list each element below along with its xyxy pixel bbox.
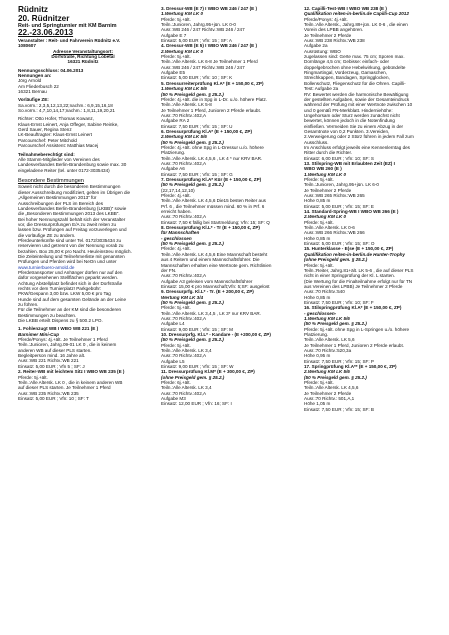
competition-6-heading: 6. Dressurprüfung Kl.A* (E + 150,00 €, ZP)	[161, 128, 253, 134]
competition-12-line: Einsatz: 6,00 EUR ; Vfn: 10; SF: S	[304, 155, 374, 161]
competition-6-series: 2.Wertung KM LK 5/6	[161, 134, 207, 140]
competition-9-line: Pferde: 5j.+ält.	[161, 305, 191, 311]
competition-12-line: der gestellten Aufgaben, sowie der Gesamteindruck	[304, 96, 410, 102]
provision-line: PKW/Gespann 3,00 bzw. LKW 5,00 € pro Tag	[18, 291, 111, 297]
judges-line3: Gerd Sauer, Regina Stenz	[18, 127, 72, 133]
competition-7-line: (22,17,14,12,10)	[161, 187, 195, 193]
competition-16-line: Höhe 0,95 m	[304, 353, 331, 359]
competition-10-line: Pferde: 5j.+ält.	[161, 342, 191, 348]
event-place-title: Rüdnitz	[18, 5, 49, 14]
column-right	[304, 6, 440, 412]
provision-line: Bestimmungen zu beachten.	[18, 312, 77, 318]
competition-6-line: Einsatz: 7,50 EUR ; Vfn: 15 ; SF: G	[161, 171, 233, 177]
competition-12-line: Teiln.:Alle Altersk., Jahrg.89+jün. LK 0-6 , die einen	[304, 22, 408, 28]
competition-17-line: Pferde: 5j.+ält.	[304, 380, 334, 386]
competition-6-line: Pferde: 4j.+ält. ohne Spg in L-Dressur u./o. höhere	[161, 144, 264, 150]
competition-11-line: Pferde: 6j.+ält.	[161, 380, 191, 386]
competition-16-heading: 16. Stilspringprüfung Kl.A* (E + 150,00 €, ZP)	[304, 305, 402, 311]
competition-3-line: Aufgabe E 7	[161, 32, 187, 38]
entries-to-label: Nennungen an:	[18, 73, 52, 79]
competition-9-line: Aufgabe L4	[161, 321, 185, 327]
competition-2-line: auf dieser PLS starten. Je Teilnehmer 1 Pferd	[18, 385, 111, 391]
competition-5-line: Einsatz: 7,50 EUR ; Vfn: 15 ; SF: U	[161, 123, 233, 129]
competition-12-line: Ungehorsam oder Sturz werden zunächst nicht	[304, 112, 400, 118]
competition-12-line: Aufgabe 2a	[304, 43, 328, 49]
competition-4-line: Einsatz: 5,00 EUR ; Vfn: 10 ; SF: K	[161, 75, 233, 81]
competition-11-line: Einsatz: 12,00 EUR ; Vfn: 16; SF: I	[161, 401, 232, 407]
competition-15-prize-note: (ohne Preisgeld gem. § 25.2.)	[304, 257, 368, 263]
schedule-saturday: Sa.vorm.: 2,3,5,12,13,22;nachm.: 6,9,15,16,18	[18, 102, 113, 108]
competition-12-heading: 12. Capilli-Test-WB I WBO WB 238 (E )	[304, 6, 387, 11]
competition-2-line: Teiln.:Alle Altersk. LK 0 , die in keinem anderen WB	[18, 379, 123, 385]
competition-5-line: Teiln.:Alle Altersk. LK 5-8	[161, 102, 212, 108]
competition-3-line: Ausr.:WB 246 / 247 Richtv.:WB 246 / 247	[161, 27, 245, 33]
competition-14-line: Einsatz: 5,00 EUR ; Vfn: 15; SF: O	[304, 241, 375, 247]
column-middle	[161, 6, 297, 407]
competition-12-line: Streichkappen, Bandagen, Springglocken,	[304, 75, 390, 81]
competition-15-line: Teiln.:Reiter, Jahrg.81+ält. LK 5-6 , die auf dieser PLS	[304, 267, 414, 273]
competition-9-prize-note: (50 % Preisgeld gem. § 25.2.)	[161, 299, 224, 305]
competition-13-series: 1.Wertung KM LK 0	[304, 171, 347, 177]
competition-11-line: Ausr.:70 Richtv.:402,A	[161, 390, 207, 396]
competition-6-prize-note: (50 % Preisgeld gem. § 25.2.)	[161, 139, 224, 145]
competition-1-line: Teiln.:Junioren, Jahrg.09-01 LK 0 , die in keinem	[18, 342, 117, 348]
competition-8-line: Ausr.:70 Richtv.:402,A	[161, 273, 207, 279]
competition-5-line: Pferde: 4j.+ält. die in Spg in L-Dr. u./o. höhere Platz.	[161, 96, 268, 102]
provision-line: rechts vor dem Turnierplatz! Parkgebühr:	[18, 286, 102, 292]
competition-1-line: Ausr.:WB 221 Richtv.:WB 221	[18, 358, 79, 364]
competition-12-line: während der Prüfung mit einer Wertnote zwischen 10	[304, 102, 413, 108]
competition-15-line: aus Vereinen des LPBB) Je Teilnehmer 2 Pferde	[304, 283, 403, 289]
competition-10-prize-note: (50 % Preisgeld gem. § 25.2.)	[161, 337, 224, 343]
competition-12-line: Gesamtnote von 0,2 Punkten. 3.Vereiden,	[304, 128, 390, 134]
competition-10-line: Aufgabe L5	[161, 358, 185, 364]
competition-12-qualification: Qualifikation reiten-in-berlin.de Capilli-Cup 2012	[304, 11, 409, 17]
competition-10-line: Teiln.:Alle Altersk. LK 3,4	[161, 348, 212, 353]
provision-line: Die LKBB erteilt Dispens zu § 500.2 LPO.	[18, 318, 103, 324]
competition-17-series: 2.Wertung KM LK 5/6	[304, 369, 350, 375]
website-link[interactable]: www.turnierbuero-arnold.de	[18, 264, 75, 270]
competition-3-line: Einsatz: 5,00 EUR ; Vfn: 15 ; SF: A	[161, 38, 232, 44]
competition-1-series: Barnimer Mini-Cup	[18, 331, 60, 337]
lk-officer: LK-Beauftragter: Klaus-Ernst Leinert	[18, 132, 93, 138]
competition-17-line: Höhe 1,05 m	[304, 401, 331, 407]
entries-contact-name: Jörg Arnold	[18, 78, 42, 84]
competition-2-heading: 2. Reiter-WB mit leichtem Sitz I WBO WB 235 (E )	[18, 369, 125, 375]
event-title-line2: 20. Rüdnitzer	[18, 13, 70, 23]
competition-1-heading: 1. Fohlenzugt WB I WBO WB 221 (E )	[18, 326, 99, 332]
provision-line: Achtung Abstellplatz befindet sich in der Dorfstraße	[18, 280, 123, 286]
competition-5-prize-note: (50 % Preisgeld gem. § 25.2.)	[161, 91, 224, 97]
competition-14-line: Teiln.:Alle Altersk. LK 0-6	[304, 225, 355, 231]
competition-16-line: Je Teilnehmer 1 Pferd, Junioren 2 Pferde erlaubt.	[304, 342, 405, 348]
judges-line2: Klaus-Ernst Leinert, Anja Offeger, Sabine Reinke,	[18, 121, 119, 127]
competition-11-prize-note: (ohne Preisgeld gem. § 25.2.)	[161, 374, 225, 380]
competition-7-prize-note: (50 % Preisgeld gem. § 25.2.)	[161, 182, 224, 188]
competition-4-series: 2.Wertung KM LK 0	[161, 48, 204, 54]
eligibility-heading: Teilnahmeberechtigt sind:	[18, 151, 75, 157]
competition-13-heading: 13. Stilspring-WB mit Erlaubten Zeit (EZ) I	[304, 160, 395, 166]
competition-9-series: Wertung KM LK 3/4	[161, 294, 204, 300]
competition-7-line: Ausr.:70 Richtv.:402,A	[161, 214, 207, 220]
competition-12-line: Ausrüstung: WBO	[304, 48, 341, 54]
competition-12-line: Im Anschluss erfolgt jeweils eine Kennenlerntag des	[304, 144, 410, 150]
competition-17-line: Teiln.:Alle Altersk. LK 4,5,6	[304, 385, 359, 391]
competition-5-line: Je Teilnehmer 1 Pferd, Junioren 2 Pferde erlaubt.	[161, 107, 262, 113]
competition-14-line: Höhe 0,85 m	[304, 235, 331, 241]
competition-8-line: Teiln.:Alle Altersk. LK 4,5,6 Eine Mannschaft besteht	[161, 251, 268, 257]
provision-line: vor, die Dressurprüfungen E/A zu zweit reiten zu	[18, 221, 117, 227]
competition-9-line: Einsatz: 9,00 EUR ; Vfn: 15 ; SF: M	[161, 326, 233, 332]
competition-13-line: Je Teilnehmer 2 Pferde	[304, 187, 352, 193]
entries-contact-city: 16321 Bernau	[18, 89, 47, 95]
competition-2-line: Einsatz: 5,00 EUR ; Vfn: 10 ; SF: T	[18, 395, 89, 401]
competition-1-line: Pferde/Ponys: 4j.+ält. Je Teilnehmer 1 Pferd	[18, 337, 108, 343]
provision-line: lassen bzw. Prüfungen auf Freitag vorzuverlegen und	[18, 227, 127, 233]
competition-1-line: Begleitperson mind. 16 Jahre alt.	[18, 353, 86, 359]
competition-5-series: 1.Wertung KM LK 5/6	[161, 86, 207, 92]
provision-line: Für die Teilnehmer an der KM sind die besonderen	[18, 307, 122, 313]
provision-line: die „Besonderen Bestimmungen 2013 des LKBB“.	[18, 211, 120, 217]
competition-7-line: Prf. 6 , die Teilnehmer müssen mind. 60 % in Prf. 6	[161, 203, 265, 209]
competition-15-qualification: Qualifikation reiten-in-berlin.de Hunter-Trophy	[304, 251, 405, 257]
competition-8-line: Mannschaften erhalten eine Wertnote gem. Richtlinien	[161, 262, 272, 268]
competition-12-line: Je Teilnehmer 2 Pferde	[304, 32, 352, 38]
competition-12-line: zugelassen sind: Gerte max. 75 cm; Sporen max.	[304, 54, 405, 60]
provision-line: zu führen.	[18, 302, 39, 308]
competition-4-line: Aufgabe E5	[161, 70, 186, 76]
event-date: 22.-23.06.2013	[18, 28, 74, 38]
competition-12-line: einfließen. Vermeiden Sie zu einem Abzug in der	[304, 123, 404, 129]
competition-9-line: Ausr.:70 Richtv.:402,A	[161, 315, 207, 321]
competition-16-prize-note: (50 % Preisgeld gem. § 25.2.)	[304, 321, 367, 327]
competition-9-heading: 9. Dressurprfg. Kl.L* - Tr. (E + 200,00 €, ZP)	[161, 289, 254, 295]
competition-13-line: Teiln.:Junioren, Jahrg.95+jün. LK 6-0	[304, 182, 379, 188]
schedule-sunday: So.vorm.: 4,7,10,14,17;nachm.: 1,8,11,19,20,21	[18, 108, 115, 114]
competition-10-line: Ausr.:70 Richtv.:402,A	[161, 353, 207, 359]
competition-4-line: Pferde: 5j.+ält.	[161, 54, 191, 60]
competition-11-line: Aufgabe M3	[161, 396, 186, 402]
provision-line: die vorläufige ZE zu ändern.	[18, 232, 76, 238]
competition-8-prize-note: (50 % Preisgeld gem. § 25.2.)	[161, 241, 224, 247]
competition-7-line: erreicht haben.	[161, 209, 192, 215]
competition-7-heading: 7. Dressurprüfung Kl.A* Kür (E + 150,00 €, ZP)	[161, 177, 262, 182]
competition-14-series: 2.Wertung KM LK 0	[304, 214, 347, 220]
competition-16-line: Pferde: 5j.+ält. ohne Spg in L-Springen u./o. höhere	[304, 326, 410, 332]
provision-line: „Allgemeinen Bestimmungen 2013“ für	[18, 195, 97, 201]
competition-4-line: Ausr.:WB 246 / 247 Richtv.:WB 246 / 247	[161, 64, 245, 70]
competition-8-closed-note: - geschlossen	[161, 235, 192, 241]
competition-1-line: anderen WB auf dieser PLS starten.	[18, 347, 92, 353]
competition-14-line: Pferde: 5j.+ält.	[304, 219, 334, 225]
competition-11-heading: 11. Dressurprüfung Kl.M* (E + 300,00 €, ZP)	[161, 369, 255, 375]
competition-4-line: Teiln.:Alle Altersk. LK 6-8 Je Teilnehmer 1 Pferd	[161, 59, 258, 65]
competition-17-line: Je Teilnehmer 2 Pferde	[304, 390, 352, 396]
competition-11-line: Teiln.:Alle Altersk. LK 3,4	[161, 385, 212, 391]
provision-line: Prüfungen und Pferden wird bei NeOn und unter	[18, 259, 117, 265]
competition-12-line: Pferde/Ponys: 4j.+ält.	[304, 16, 348, 22]
organizer-number: 1080607	[18, 43, 36, 49]
venue-address-heading: Adresse Veranstaltungsort:	[53, 48, 113, 54]
competition-5-line: Ausr.:70 Richtv.:402,A	[161, 112, 207, 118]
special-provisions-heading: Besondere Bestimmungen	[18, 177, 84, 184]
competition-14-line: Ausr.:WB 266 Richtv.:WB 266	[304, 230, 365, 236]
event-title-line3: Reit- und Springturnier mit KM Barnim	[18, 23, 117, 30]
eligibility-line1: Alle Stamm-Mitglieder von Vereinen des	[18, 156, 100, 162]
competition-14-heading: 14. Standard-Spring-WB I WBO WB 266 (E )	[304, 209, 399, 215]
competition-5-heading: 5. Dressurreiterprüfung Kl.A* (E + 150,00 €, ZP)	[161, 80, 264, 86]
provision-line: Soweit nicht durch die besonderen Bestimmungen	[18, 184, 121, 190]
competition-16-line: Einsatz: 7,50 EUR ; Vfn: 15; SF: P	[304, 358, 374, 364]
provision-line: Bei hoher Nennungszahl behält sich der Veranstalter	[18, 216, 126, 222]
competition-10-line: Einsatz: 9,00 EUR ; Vfn: 15 ; SF: W	[161, 364, 234, 370]
provision-line: Pferdeunterkünfte sind unter Tel. 0172/3035434 zu	[18, 237, 122, 243]
competition-17-prize-note: (50 % Preisgeld gem. § 25.2.)	[304, 374, 367, 380]
competition-15-line: nicht in einer Springprüfung der Kl. L starten.	[304, 273, 395, 279]
competition-13-line: Einsatz: 5,00 EUR ; Vfn: 15; SF: E	[304, 203, 374, 209]
competition-3-line: Pferde: 5j.+ält.	[161, 16, 191, 22]
provision-line: Die Zeiteinteilung und Teilnehmerliste mit genannten	[18, 253, 125, 259]
competition-12-line: Dornlänge 4,5 cm; Gebisse: einfach- oder	[304, 59, 390, 65]
competition-4-heading: 4. Dressur-WB (E 5) I WBO WB 246 / 247 (E )	[161, 43, 257, 49]
competition-13-heading-2: WBO WB 260 (E )	[304, 166, 342, 172]
competition-6-line: Ausr.:70 Richtv.:402,A	[161, 160, 207, 166]
organizer: Veranstalter : Reit- und Fahrverein Rüdnitz e.V.	[18, 37, 121, 43]
competition-13-line: Höhe 0,85 m	[304, 198, 331, 204]
competition-15-line: Pferde: 5j.+ält.	[304, 262, 334, 268]
competition-7-line: Einsatz: 7,50 € fällig bei Startmeldung; Vfn: 15; SF: Q	[161, 219, 270, 225]
competition-7-line: Pferde: 4j.+ält.	[161, 193, 191, 199]
competition-12-line: Ritter durch die Richter.	[304, 150, 352, 156]
competition-8-line: Aufgabe A3 geleisen vom Mannschaftsführer	[161, 278, 253, 284]
competition-8-heading: 8. Dressurprüfung Kl.L* - Tr (E + 150,00 €, ZP)	[161, 225, 260, 231]
competition-15-line: Höhe 0,85 m	[304, 294, 331, 300]
provision-line: bezahlen. Box 25,00 € pro Nacht. Heu/einstreu möglich.	[18, 248, 132, 254]
eligibility-line2: Landesverbandes Berlin-Brandenburg sowie max. 30	[18, 162, 127, 168]
competition-12-line: Ausschluss.	[304, 139, 329, 145]
competition-3-series: 1.Wertung KM LK 0	[161, 11, 204, 17]
competition-6-line: Aufgabe A6	[161, 166, 185, 172]
competition-13-line: Pferde: 5j.+ält.	[304, 177, 334, 182]
eligibility-line3: eingeladene Reiter (tel. unter 0172-3035434)	[18, 167, 110, 173]
competition-15-line: Ausr.:70 Richtv.:540	[304, 289, 345, 295]
competition-16-series: 1.Wertung KM LK 5/6	[304, 315, 350, 321]
provision-line: dafür vorgesehenen Stellflächen geparkt werden.	[18, 275, 119, 281]
competition-13-line: Ausr.:WB 265 Richtv.:WB 265	[304, 193, 365, 199]
competition-8-line: Pferde: 4j.+ält.	[161, 246, 191, 252]
provision-line: Hunde sind auf dem gesamten Gelände an der Leine	[18, 296, 127, 302]
competition-2-line: Ausr.:WB 235 Richtv.:WB 235	[18, 390, 79, 396]
competition-15-line: (Die Wertung für die Finalteilnahme erfolgt nur für TN	[304, 278, 413, 284]
competition-8-line: Einsatz: 15,00 € pro Mannschaft;Vfn: 5;SF: ausgelost	[161, 283, 270, 289]
entry-deadline: Nennungsschluss: 04.06.2013	[18, 67, 84, 73]
special-provisions-text	[18, 184, 148, 323]
competition-16-line: Ausr.:70 Richtv.:520,3a	[304, 348, 352, 353]
provision-line: Pferdetransporter und Anhänger dürfen nur auf den	[18, 269, 123, 275]
judges-line1: Richter: Otto Hofer, Thomas Kowanz,	[18, 116, 94, 122]
competition-8-line: aus 4 Reitern und einem Mannschaftsführer. Die	[161, 257, 260, 263]
provision-line: Ausschreibungen der PLS im Bereich des	[18, 200, 104, 206]
competition-3-heading: 3. Dressur-WB (E 7) I WBO WB 246 / 247 (E )	[161, 6, 257, 11]
competition-17-heading: 17. Springprüfung Kl.A** (E + 150,00 €, ZP)	[304, 364, 397, 370]
competition-5-line: Aufgabe RA 2	[161, 118, 190, 124]
venue-address-line1: Dorfstraße, Richtung Lobetal	[51, 54, 115, 60]
competition-17-line: Ausr.:70 Richtv.: 501,A,1	[304, 396, 355, 402]
competition-6-line: Platzierung.	[161, 150, 186, 156]
competition-12-line: Ausr.:WB 238 Richtv.:WB 238	[304, 38, 365, 44]
venue-address-line2: 16321 Rüdnitz	[67, 59, 99, 65]
competition-15-line: Einsatz: 7,50 EUR ; Vfn: 10; SF: F	[304, 299, 374, 305]
competition-8-line: der FN.	[161, 267, 177, 273]
column-left	[18, 6, 148, 401]
competition-7-line: Teiln.:Alle Altersk. LK 4,5,6 Die15 besten Reiter aus	[161, 198, 266, 204]
competition-8-series: für Mannschaften	[161, 230, 200, 236]
competition-16-line: Teiln.:Alle Altersk. LK 5,6	[304, 337, 355, 343]
competition-12-line: doppelgebrochen ohne Hebelwirkung, gebündelte	[304, 64, 406, 70]
course-designer: Parcourschef: Peter Mitchold	[18, 137, 77, 143]
competition-12-line: RV: Bewertet werden die harmonische Bewältigung	[304, 91, 409, 97]
competition-12-line: 2.Verweigerung oder 2 Stürz führen in jedem Fall zum	[304, 134, 414, 140]
competition-6-line: Teiln.:Alle Altersk. LK 4,5,6 , LK 4 * nur KRV BAR.	[161, 155, 263, 161]
provision-line: reservieren und getrennt von der Nennung vorab zu	[18, 243, 124, 249]
course-designer-assistant: Parcourschef Assistent: Matthias Macej	[18, 143, 99, 149]
competition-10-heading: 10. Dressurprfg. Kl.L* - Kandare - (E +200,00 €, ZP)	[161, 331, 271, 337]
competition-12-line: und 0 gemäß FN-Merkblatt. Hinderniehöhe:	[304, 107, 393, 113]
competition-12-line: Ringmartingal, Vorderzeug, Gamaschen,	[304, 70, 387, 76]
competition-16-closed-note: - geschlossen-	[304, 310, 337, 316]
competition-17-line: Einsatz: 7,50 EUR ; Vfn: 15; SF: B	[304, 406, 374, 412]
competition-15-heading: 15. Hunterklasse - E(se (E + 150,00 €, ZP)	[304, 246, 394, 252]
competition-16-line: Platzierung.	[304, 331, 329, 337]
provision-line: Landesverbandes Berlin-Brandenburg (LKBB)“ sowie	[18, 205, 127, 211]
competition-12-line: Test: Aufgabe 2a	[304, 86, 339, 92]
provision-line: dieser Ausschreibung modifiziert, gelten im Übrigen die	[18, 189, 131, 195]
entries-contact-street: Am Fliederbusch 22	[18, 83, 59, 89]
competition-2-line: Pferde: 5j.+ält.	[18, 374, 48, 380]
competition-12-line: bewertet, können jedoch in die Notenfindung	[304, 118, 395, 124]
schedule-heading: Vorläufige ZE:	[18, 97, 49, 103]
competition-12-line: Vorein des LPBB angehören.	[304, 27, 364, 33]
competition-12-line: Bollenschutz, Fliegenschutz für die Ohren. Capilli-	[304, 80, 406, 86]
competition-3-line: Teiln.:Junioren, Jahrg.95+jün. LK 0-0	[161, 22, 236, 28]
competition-9-line: Teiln.:Alle Altersk. LK 3,4,5 , LK 3* nur KRV BAR.	[161, 310, 262, 316]
competition-1-line: Einsatz: 5,00 EUR ; Vfn 5 ; SF: J	[18, 363, 85, 369]
